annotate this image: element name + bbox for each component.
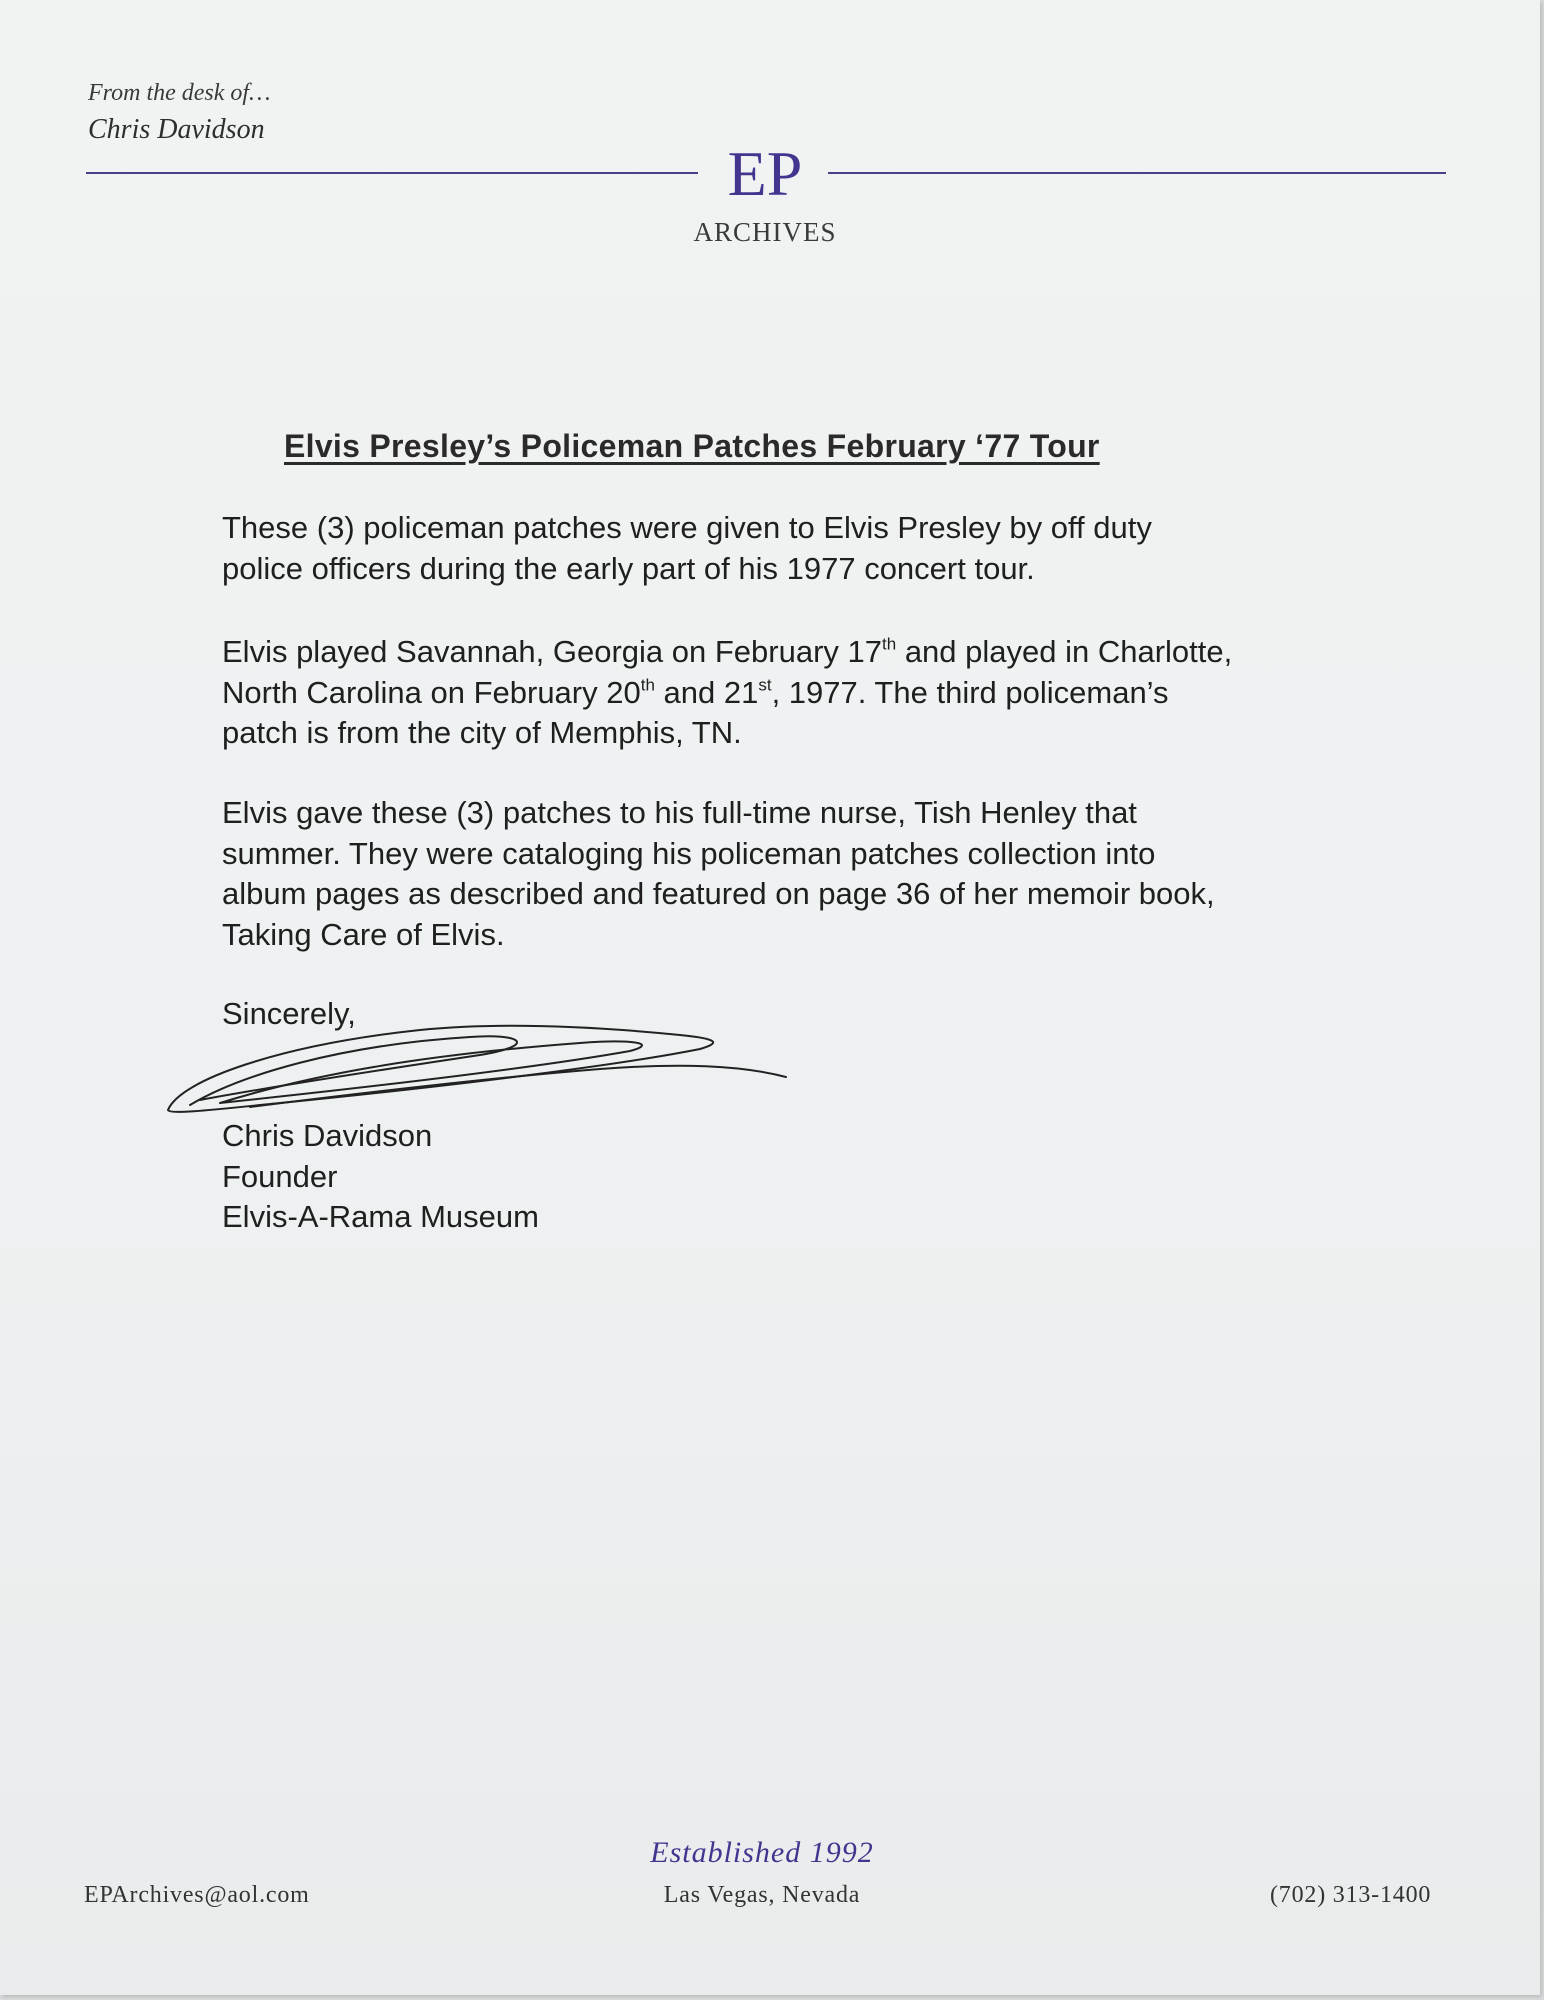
- handwritten-signature: [160, 985, 800, 1135]
- footer-location: Las Vegas, Nevada: [663, 1882, 861, 1908]
- paragraph-3-line-1: Elvis gave these (3) patches to his full-time nurse, Tish Henley that: [222, 795, 1137, 830]
- signer-title: Founder: [222, 1158, 338, 1194]
- signer-organization: Elvis-A-Rama Museum: [222, 1199, 539, 1234]
- paragraph-1: [222, 508, 1342, 589]
- footer-phone: (702) 313-1400: [1270, 1882, 1432, 1908]
- signature-block: [222, 1116, 539, 1238]
- paragraph-1-line-2: police officers during the early part of his 1977 concert tour.: [222, 550, 1035, 586]
- paragraph-2-line-1: Elvis played Savannah, Georgia on February 17th and played in Charlotte,: [222, 634, 1233, 669]
- paragraph-3-line-2: summer. They were cataloging his policeman patches collection into: [222, 835, 1156, 871]
- paragraph-3-line-3: album pages as described and featured on page 36 of her memoir book,: [222, 876, 1215, 911]
- paragraph-2-line-2: North Carolina on February 20th and 21st, 1977. The third policeman’s: [222, 674, 1169, 710]
- paragraph-3-line-4: Taking Care of Elvis.: [222, 916, 505, 952]
- footer-email: EPArchives@aol.com: [84, 1882, 310, 1908]
- established-line: Established 1992: [650, 1836, 874, 1869]
- logo-subtitle: ARCHIVES: [693, 217, 837, 247]
- paragraph-2-line-3: patch is from the city of Memphis, TN.: [222, 715, 742, 750]
- header-rule-right: [828, 172, 1446, 174]
- desk-from-label: From the desk of…: [88, 80, 271, 106]
- desk-name: Chris Davidson: [88, 114, 265, 145]
- header-rule-left: [86, 172, 698, 174]
- letter-title: Elvis Presley’s Policeman Patches February ‘77 Tour: [284, 428, 1100, 464]
- closing-salutation: Sincerely,: [222, 996, 356, 1031]
- paragraph-3: [222, 793, 1342, 955]
- signer-name: Chris Davidson: [222, 1118, 433, 1153]
- paragraph-2: [222, 632, 1342, 754]
- logo-mark: EP: [727, 138, 803, 209]
- paragraph-1-line-1: These (3) policeman patches were given to Elvis Presley by off duty: [222, 510, 1152, 545]
